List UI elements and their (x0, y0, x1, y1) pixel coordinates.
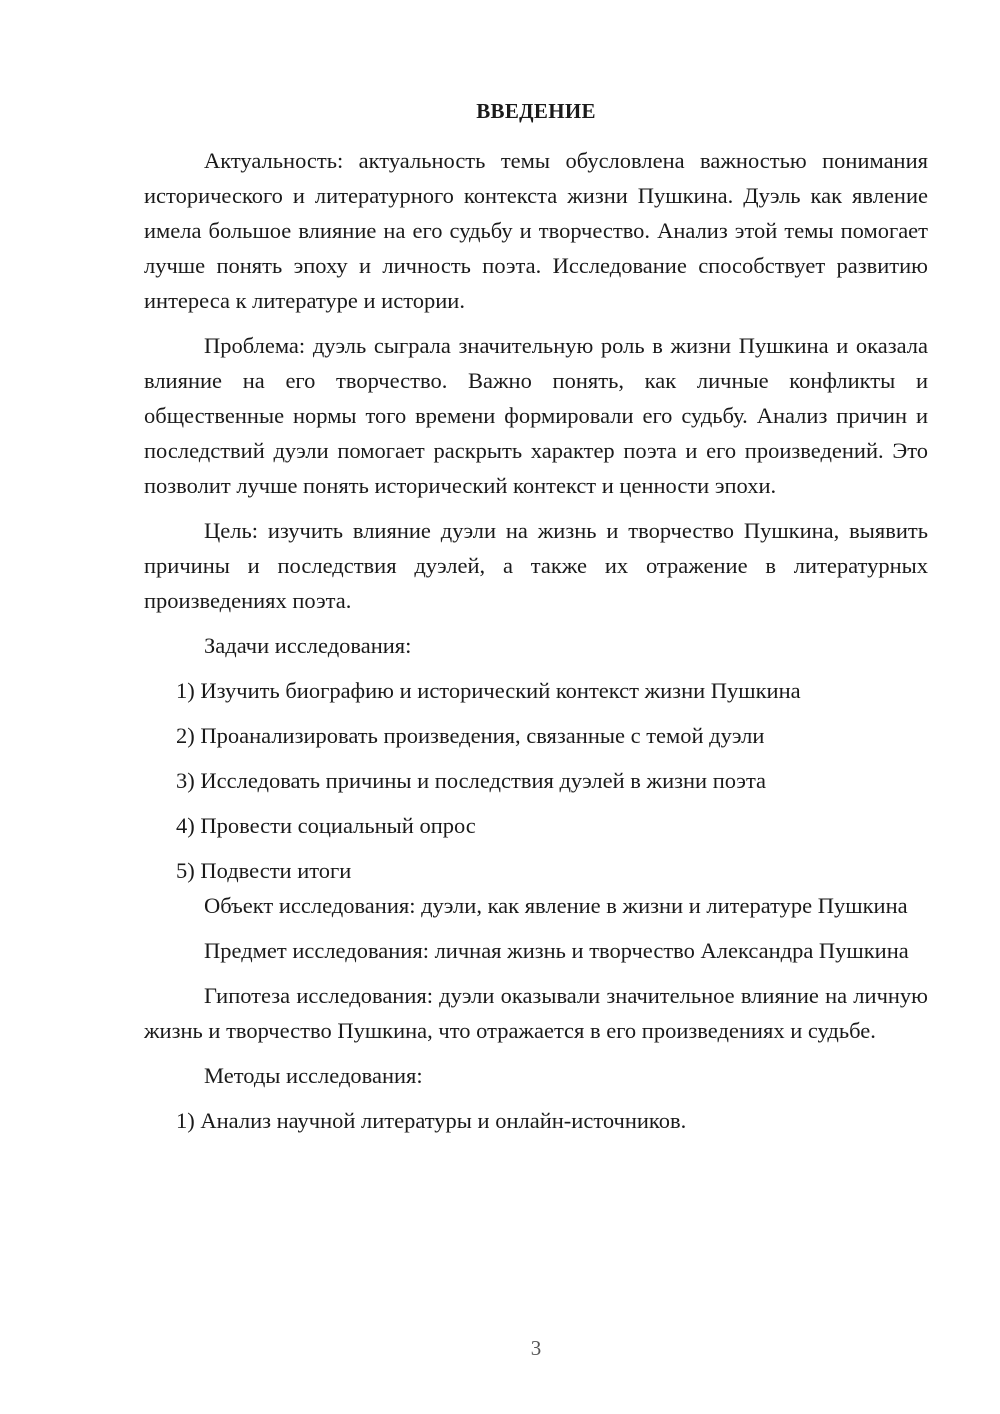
page-number: 3 (530, 1336, 542, 1360)
subject-paragraph: Предмет исследования: личная жизнь и творчество Александра Пушкина (204, 938, 909, 963)
task-item: 2) Проанализировать произведения, связанные с темой дуэли (176, 723, 765, 748)
task-item: 4) Провести социальный опрос (176, 813, 476, 838)
tasks-heading: Задачи исследования: (204, 633, 412, 658)
task-item: 1) Изучить биографию и исторический контекст жизни Пушкина (176, 678, 801, 703)
object-paragraph: Объект исследования: дуэли, как явление в жизни и литературе Пушкина (204, 893, 908, 918)
task-item: 5) Подвести итоги (176, 858, 352, 883)
problem-paragraph: Проблема: дуэль сыграла значительную роль в жизни Пушкина и оказала влияние на его творчество. Важно понять, как личные конфликты и общественные нормы того времени формировали его судьбу. Анализ причин и последствий дуэли помогает раскрыть характер поэта и его произведений. Это позволит лучше понять исторический контекст и ценности эпохи. (144, 333, 928, 498)
methods-heading: Методы исследования: (204, 1063, 423, 1088)
body-text (144, 143, 928, 1138)
task-item: 3) Исследовать причины и последствия дуэлей в жизни поэта (176, 768, 767, 793)
section-heading: ВВЕДЕНИЕ (476, 99, 596, 123)
hypothesis-paragraph: Гипотеза исследования: дуэли оказывали значительное влияние на личную жизнь и творчество Пушкина, что отражается в его произведениях и судьбе. (144, 983, 928, 1043)
method-item: 1) Анализ научной литературы и онлайн-источников. (176, 1108, 687, 1133)
relevance-paragraph: Актуальность: актуальность темы обусловлена важностью понимания исторического и литературного контекста жизни Пушкина. Дуэль как явление имела большое влияние на его судьбу и творчество. Анализ этой темы помогает лучше понять эпоху и личность поэта. Исследование способствует развитию интереса к литературе и истории. (144, 148, 928, 313)
goal-paragraph: Цель: изучить влияние дуэли на жизнь и творчество Пушкина, выявить причины и последствия дуэлей, а также их отражение в литературных произведениях поэта. (144, 518, 928, 613)
